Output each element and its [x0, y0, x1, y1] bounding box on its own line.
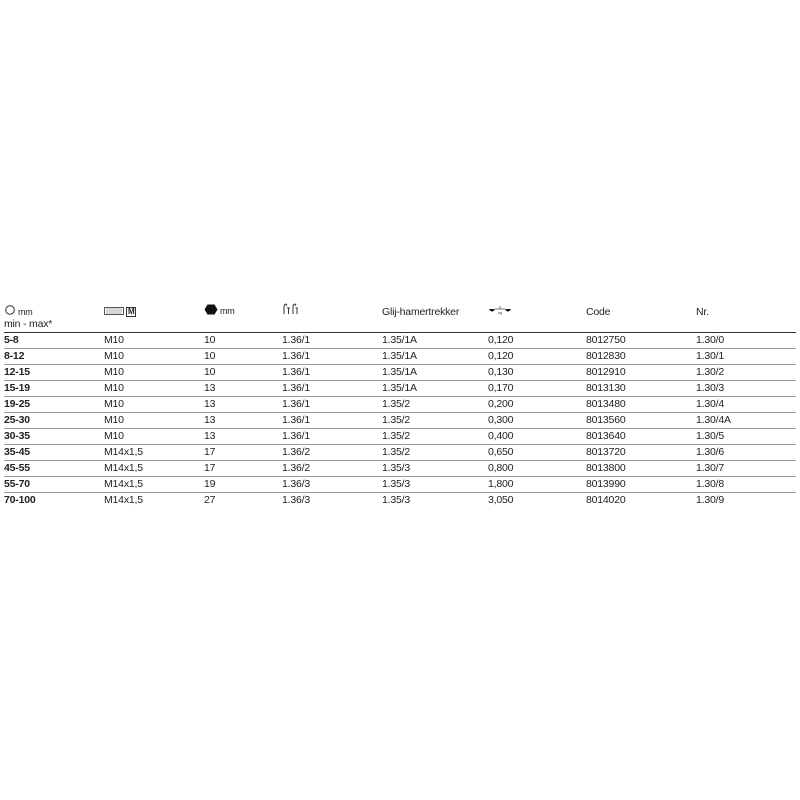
weight-cell: 0,400: [488, 429, 586, 445]
spec-table-body: [4, 333, 796, 509]
header-thread: [104, 300, 204, 319]
thread-cell: M14x1,5: [104, 477, 204, 493]
table-row: [4, 461, 796, 477]
hex-cell: 19: [204, 477, 282, 493]
range-cell: 45-55: [4, 461, 104, 477]
code-cell: 8013640: [586, 429, 696, 445]
slide-hammer-cell: 1.35/1A: [382, 365, 488, 381]
header-weight: [488, 300, 586, 319]
puller-cell: 1.36/1: [282, 413, 382, 429]
thread-cell: M10: [104, 349, 204, 365]
range-cell: 15-19: [4, 381, 104, 397]
weight-icon: [488, 305, 512, 318]
puller-cell: 1.36/1: [282, 429, 382, 445]
hex-cell: 10: [204, 349, 282, 365]
puller-cell: 1.36/1: [282, 365, 382, 381]
thread-cell: M10: [104, 429, 204, 445]
slide-hammer-cell: 1.35/1A: [382, 381, 488, 397]
nr-cell: 1.30/1: [696, 349, 796, 365]
slide-hammer-cell: 1.35/2: [382, 445, 488, 461]
slide-hammer-cell: 1.35/3: [382, 494, 410, 506]
table-row: [4, 397, 796, 413]
range-cell: 19-25: [4, 397, 104, 413]
hex-cell: 13: [204, 381, 282, 397]
thread-cell: M10: [104, 413, 204, 429]
thread-cell: M10: [104, 333, 204, 349]
puller-cell: 1.36/1: [282, 333, 382, 349]
range-cell: 25-30: [4, 413, 104, 429]
weight-cell: 0,120: [488, 333, 586, 349]
header-puller: [282, 300, 382, 319]
weight-cell: 0,650: [488, 445, 586, 461]
nr-cell: 1.30/4A: [696, 413, 796, 429]
thread-icon: [104, 306, 124, 318]
weight-cell: 0,130: [488, 365, 586, 381]
slide-hammer-cell: 1.35/1A: [382, 333, 488, 349]
weight-cell: 0,200: [488, 397, 586, 413]
slide-hammer-cell: 1.35/2: [382, 429, 488, 445]
nr-cell: 1.30/4: [696, 397, 796, 413]
thread-cell: M14x1,5: [104, 494, 143, 506]
slide-hammer-cell: 1.35/3: [382, 477, 488, 493]
code-cell: 8014020: [586, 494, 626, 506]
slide-hammer-cell: 1.35/2: [382, 413, 488, 429]
weight-cell: 0,170: [488, 381, 586, 397]
nr-cell: 1.30/8: [696, 477, 796, 493]
thread-cell: M14x1,5: [104, 461, 204, 477]
header-diameter: [4, 300, 104, 319]
slide-hammer-cell: 1.35/1A: [382, 349, 488, 365]
code-cell: 8013800: [586, 461, 696, 477]
nr-cell: 1.30/0: [696, 333, 796, 349]
range-cell: 12-15: [4, 365, 104, 381]
slide-hammer-cell: 1.35/3: [382, 461, 488, 477]
nr-cell: 1.30/3: [696, 381, 796, 397]
code-cell: 8013720: [586, 445, 696, 461]
table-row: [4, 477, 796, 493]
range-cell: 8-12: [4, 349, 104, 365]
range-label: min - max*: [4, 319, 104, 333]
thread-cell: M10: [104, 381, 204, 397]
hex-cell: 17: [204, 445, 282, 461]
table-row: [4, 429, 796, 445]
code-cell: 8012910: [586, 365, 696, 381]
hex-cell: 10: [204, 333, 282, 349]
code-cell: 8012750: [586, 333, 696, 349]
hex-cell: 10: [204, 365, 282, 381]
code-cell: 8013480: [586, 397, 696, 413]
code-cell: 8013990: [586, 477, 696, 493]
table-row: [4, 333, 796, 349]
table-row: [4, 413, 796, 429]
puller-cell: 1.36/1: [282, 397, 382, 413]
weight-cell: 0,120: [488, 349, 586, 365]
header-hex: [204, 300, 282, 319]
puller-cell: 1.36/2: [282, 461, 382, 477]
puller-cell: 1.36/1: [282, 349, 382, 365]
puller-icon: [282, 303, 298, 318]
hex-cell: 13: [204, 397, 282, 413]
table-row: [4, 445, 796, 461]
weight-cell: 0,300: [488, 413, 586, 429]
svg-text:kg: kg: [498, 311, 502, 315]
header-row-range: [4, 319, 796, 333]
range-cell: 30-35: [4, 429, 104, 445]
nr-cell: 1.30/5: [696, 429, 796, 445]
weight-cell: 0,800: [488, 461, 586, 477]
hex-unit: mm: [220, 306, 235, 316]
thread-cell: M10: [104, 365, 204, 381]
hex-cell: 13: [204, 429, 282, 445]
table-row: [4, 381, 796, 397]
puller-cell: 1.36/1: [282, 381, 382, 397]
puller-cell: 1.36/2: [282, 445, 382, 461]
hexagon-icon: [204, 304, 218, 318]
hex-cell: 27: [204, 494, 216, 506]
table-row: [4, 365, 796, 381]
range-cell: 70-100: [4, 494, 36, 506]
weight-cell: 1,800: [488, 477, 586, 493]
nr-cell: 1.30/6: [696, 445, 796, 461]
diameter-unit: mm: [18, 306, 33, 317]
hex-cell: 13: [204, 413, 282, 429]
header-nr: Nr.: [696, 306, 709, 318]
weight-cell: 3,050: [488, 494, 514, 506]
hex-cell: 17: [204, 461, 282, 477]
circle-icon: [4, 305, 16, 318]
spec-table: [4, 300, 796, 508]
header-slide-hammer: Glij-hamertrekker: [382, 306, 460, 318]
range-cell: 5-8: [4, 333, 104, 349]
code-cell: 8013560: [586, 413, 696, 429]
slide-hammer-cell: 1.35/2: [382, 397, 488, 413]
range-cell: 35-45: [4, 445, 104, 461]
range-cell: 55-70: [4, 477, 104, 493]
puller-cell: 1.36/3: [282, 477, 382, 493]
table-row: [4, 349, 796, 365]
nr-cell: 1.30/2: [696, 365, 796, 381]
nr-cell: 1.30/7: [696, 461, 796, 477]
code-cell: 8013130: [586, 381, 696, 397]
header-row-icons: [4, 300, 796, 319]
thread-cell: M14x1,5: [104, 445, 204, 461]
thread-cell: M10: [104, 397, 204, 413]
puller-cell: 1.36/3: [282, 494, 310, 506]
thread-unit: M: [128, 307, 135, 316]
table-row: [4, 493, 796, 509]
header-code: Code: [586, 306, 611, 318]
code-cell: 8012830: [586, 349, 696, 365]
nr-cell: 1.30/9: [696, 494, 724, 506]
